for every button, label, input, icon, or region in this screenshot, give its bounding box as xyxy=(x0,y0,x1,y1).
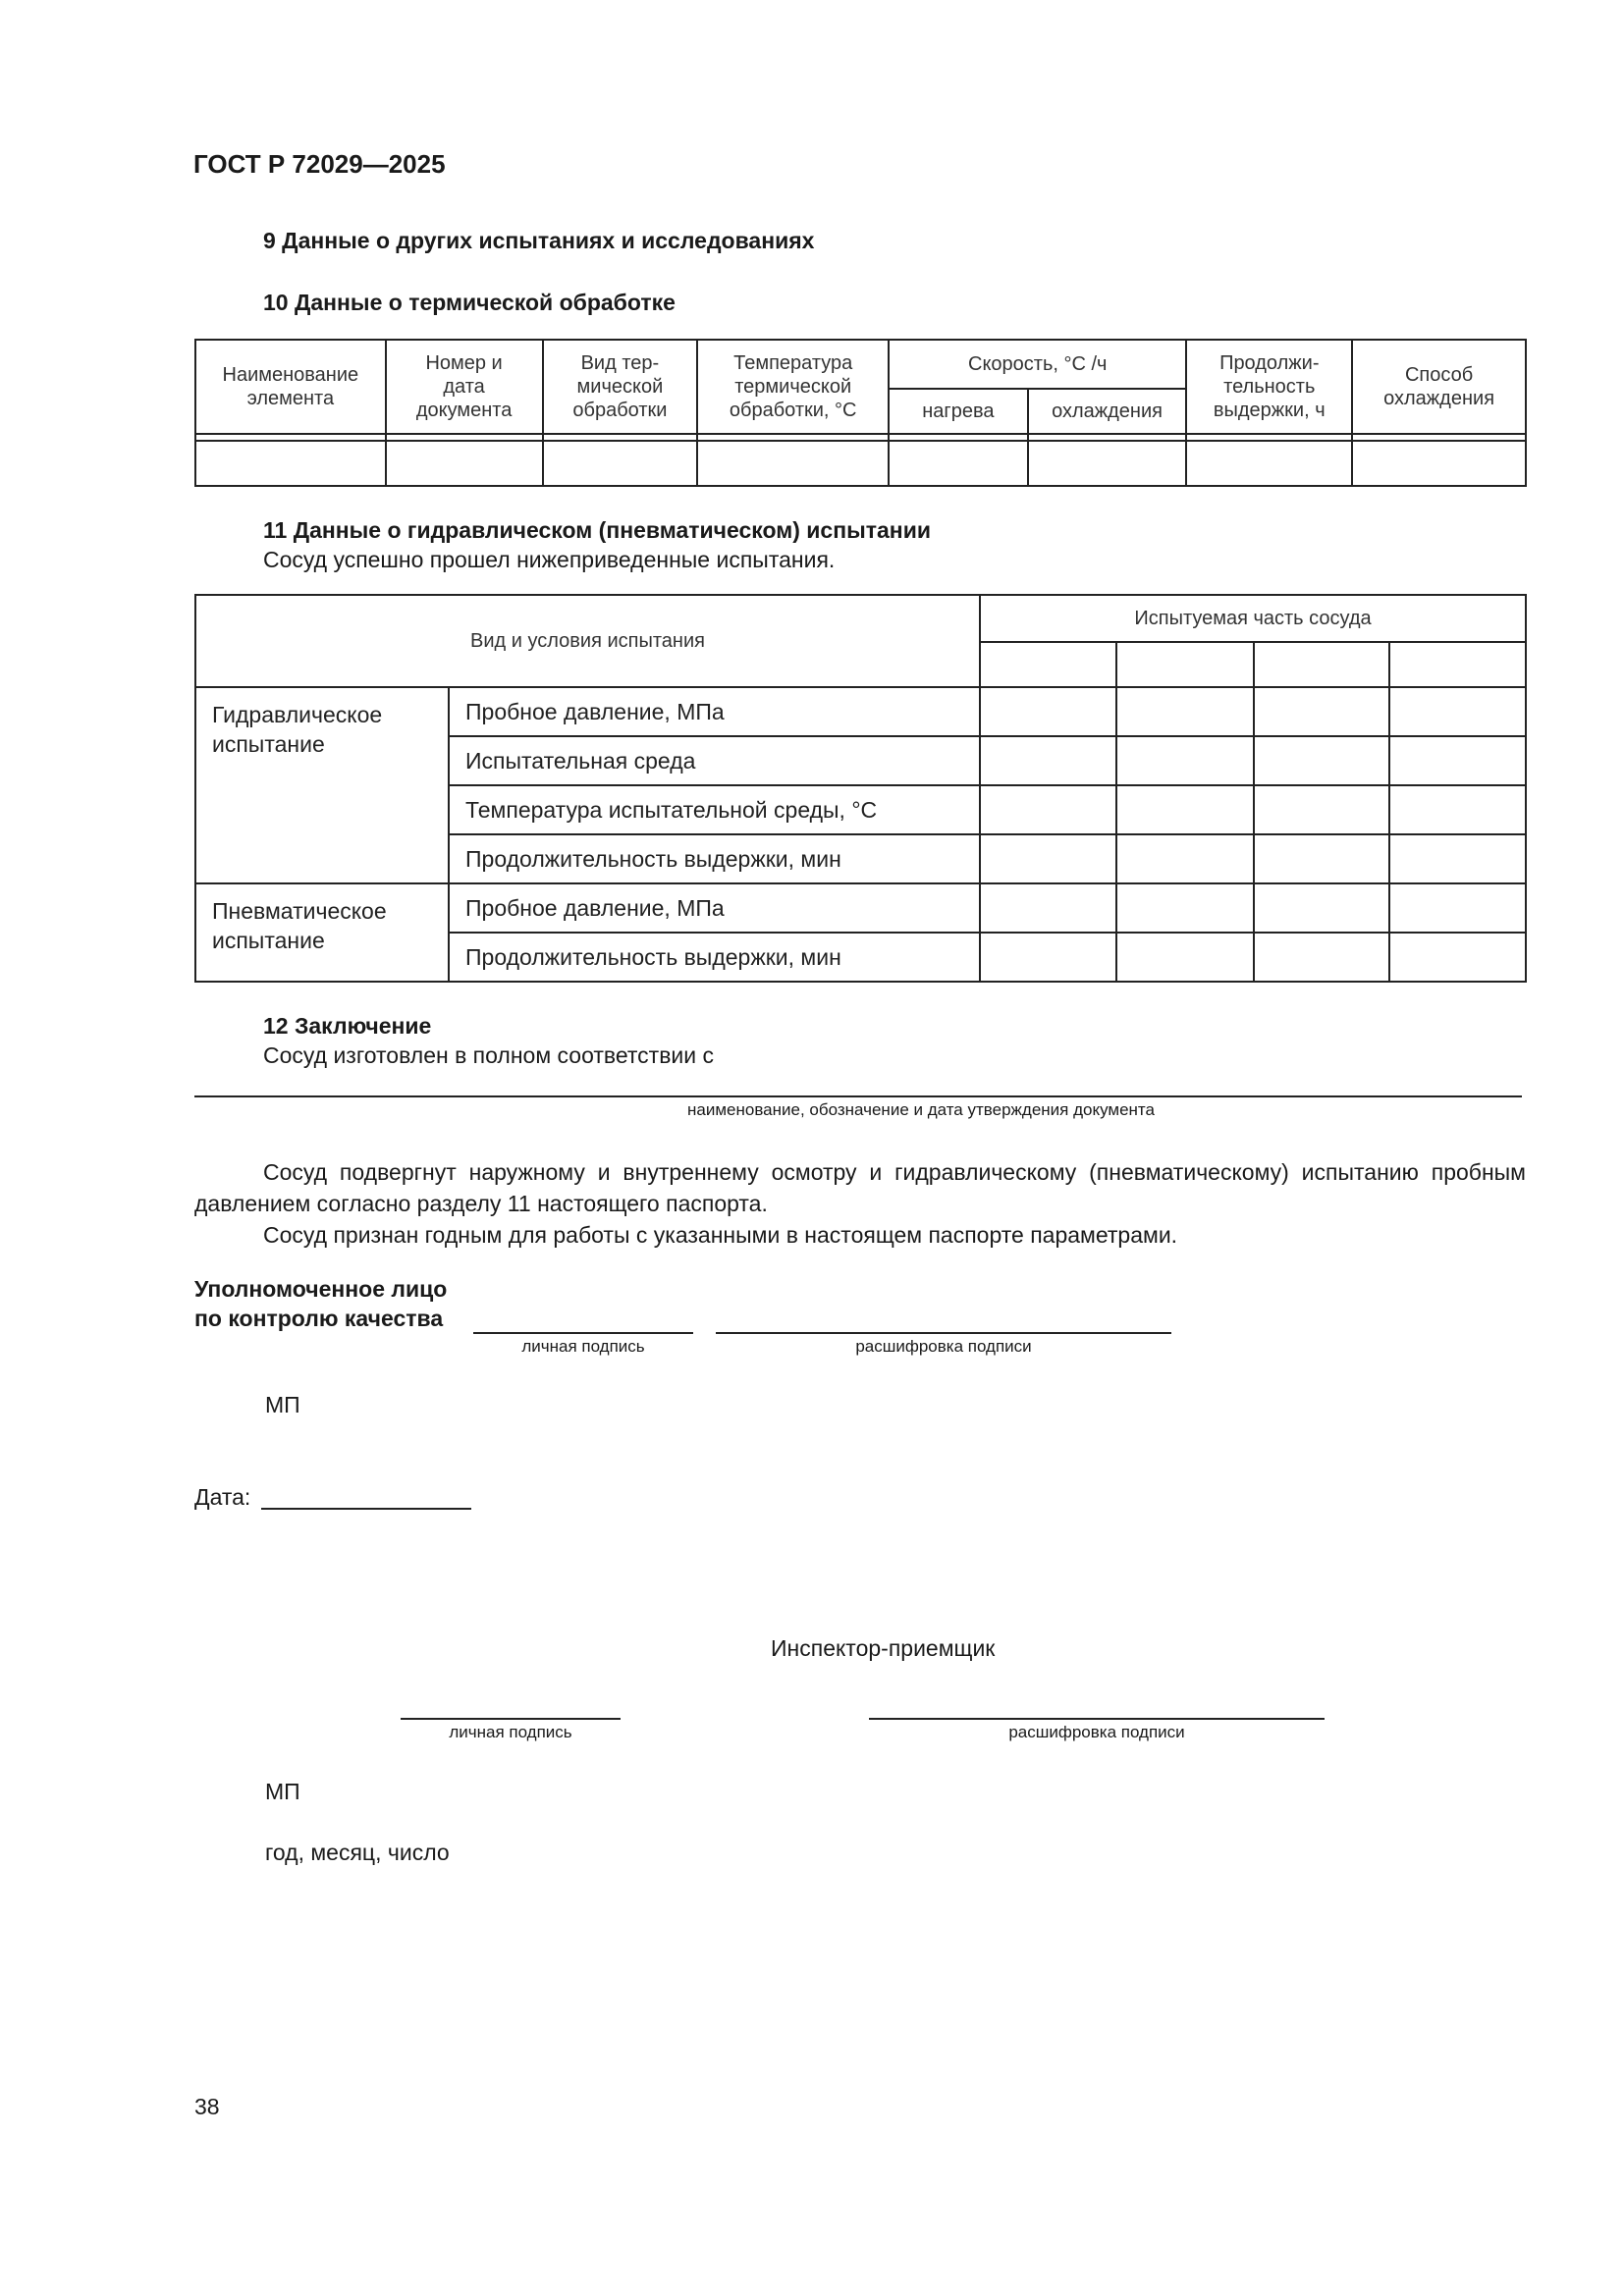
table-cell xyxy=(980,785,1116,834)
table-cell xyxy=(980,687,1116,736)
table-cell xyxy=(386,441,543,486)
quality-decode-line xyxy=(716,1332,1171,1334)
table-cell xyxy=(543,441,698,486)
table-cell xyxy=(697,441,889,486)
quality-person-label-line2: по контролю качества xyxy=(194,1306,444,1331)
table-cell xyxy=(1389,687,1526,736)
table-cell xyxy=(980,883,1116,933)
col-header-element-name: Наименование элемента xyxy=(195,340,386,434)
date-fill-line xyxy=(261,1508,471,1510)
table-cell xyxy=(1186,441,1352,486)
table-cell xyxy=(1116,834,1254,883)
table-cell xyxy=(1389,834,1526,883)
section-11-title: 11 Данные о гидравлическом (пневматическом) испытании xyxy=(263,517,931,543)
table-cell xyxy=(980,834,1116,883)
table-cell xyxy=(1254,933,1389,982)
quality-signature-caption: личная подпись xyxy=(521,1337,645,1356)
table-cell xyxy=(1254,785,1389,834)
col-header-treatment-type: Вид тер-мической обработки xyxy=(543,340,698,434)
section-10-title: 10 Данные о термической обработке xyxy=(263,290,676,315)
table-cell xyxy=(1116,883,1254,933)
table-cell xyxy=(889,441,1028,486)
table-cell xyxy=(980,933,1116,982)
row-label: Испытательная среда xyxy=(449,736,980,785)
table-cell xyxy=(1254,736,1389,785)
group-pneumatic-test: Пневматическое испытание xyxy=(195,883,449,982)
table-cell xyxy=(1116,933,1254,982)
table-cell xyxy=(1389,883,1526,933)
col-header-cooling-method: Способ охлаждения xyxy=(1352,340,1526,434)
document-standard-header: ГОСТ Р 72029—2025 xyxy=(193,149,446,179)
row-label: Продолжительность выдержки, мин xyxy=(449,933,980,982)
col-header-document: Номер и дата документа xyxy=(386,340,543,434)
inspector-stamp-label: МП xyxy=(265,1779,300,1804)
inspector-signature-line xyxy=(401,1718,621,1720)
group-hydraulic-test: Гидравлическое испытание xyxy=(195,687,449,883)
inspector-signature-caption: личная подпись xyxy=(449,1723,572,1741)
pressure-test-table xyxy=(194,594,1527,983)
table-cell xyxy=(1028,441,1187,486)
col-header-cooling: охлаждения xyxy=(1028,389,1187,434)
table-cell xyxy=(1389,785,1526,834)
table-cell xyxy=(1389,642,1526,687)
table-cell xyxy=(1352,441,1526,486)
table-cell xyxy=(980,642,1116,687)
date-label: Дата: xyxy=(194,1484,251,1510)
col-header-heating: нагрева xyxy=(889,389,1028,434)
inspector-title: Инспектор-приемщик xyxy=(771,1635,996,1661)
heat-treatment-table xyxy=(194,339,1527,487)
section-11-intro: Сосуд успешно прошел нижеприведенные испытания. xyxy=(263,547,836,572)
conclusion-paragraph-1: Сосуд подвергнут наружному и внутреннему осмотру и гидравлическому (пневматическому) испытанию пробным давлением согласно разделу 11 настоящего паспорта. xyxy=(194,1159,1526,1216)
table-cell xyxy=(195,441,386,486)
table-cell xyxy=(1389,736,1526,785)
table-cell xyxy=(1116,687,1254,736)
conclusion-compliance-text: Сосуд изготовлен в полном соответствии с xyxy=(263,1042,715,1068)
col-header-hold-duration: Продолжи-тельность выдержки, ч xyxy=(1186,340,1352,434)
table-cell xyxy=(1116,642,1254,687)
table-cell xyxy=(1254,883,1389,933)
col-header-test-kind: Вид и условия испытания xyxy=(195,595,980,687)
row-label: Пробное давление, МПа xyxy=(449,687,980,736)
document-fill-line xyxy=(194,1095,1522,1097)
col-header-tested-part: Испытуемая часть сосуда xyxy=(980,595,1526,642)
table-cell xyxy=(1116,785,1254,834)
section-12-title: 12 Заключение xyxy=(263,1013,432,1039)
quality-stamp-label: МП xyxy=(265,1392,300,1417)
document-fill-caption: наименование, обозначение и дата утверждения документа xyxy=(687,1100,1155,1119)
conclusion-paragraph-2: Сосуд признан годным для работы с указанными в настоящем паспорте параметрами. xyxy=(263,1222,1178,1248)
row-label: Температура испытательной среды, °С xyxy=(449,785,980,834)
row-label: Продолжительность выдержки, мин xyxy=(449,834,980,883)
table-cell xyxy=(1116,736,1254,785)
section-9-title: 9 Данные о других испытаниях и исследованиях xyxy=(263,228,815,253)
inspector-decode-caption: расшифровка подписи xyxy=(1008,1723,1185,1741)
col-header-speed: Скорость, °С /ч xyxy=(889,340,1186,389)
quality-decode-caption: расшифровка подписи xyxy=(855,1337,1032,1356)
quality-person-label-line1: Уполномоченное лицо xyxy=(194,1276,448,1302)
quality-signature-line xyxy=(473,1332,693,1334)
page-number: 38 xyxy=(194,2094,220,2119)
inspector-decode-line xyxy=(869,1718,1325,1720)
inspector-date-caption: год, месяц, число xyxy=(265,1840,450,1865)
table-cell xyxy=(1254,642,1389,687)
table-cell xyxy=(1389,933,1526,982)
table-cell xyxy=(980,736,1116,785)
table-cell xyxy=(1254,687,1389,736)
table-cell xyxy=(1254,834,1389,883)
row-label: Пробное давление, МПа xyxy=(449,883,980,933)
col-header-treatment-temperature: Температура термической обработки, °С xyxy=(697,340,889,434)
